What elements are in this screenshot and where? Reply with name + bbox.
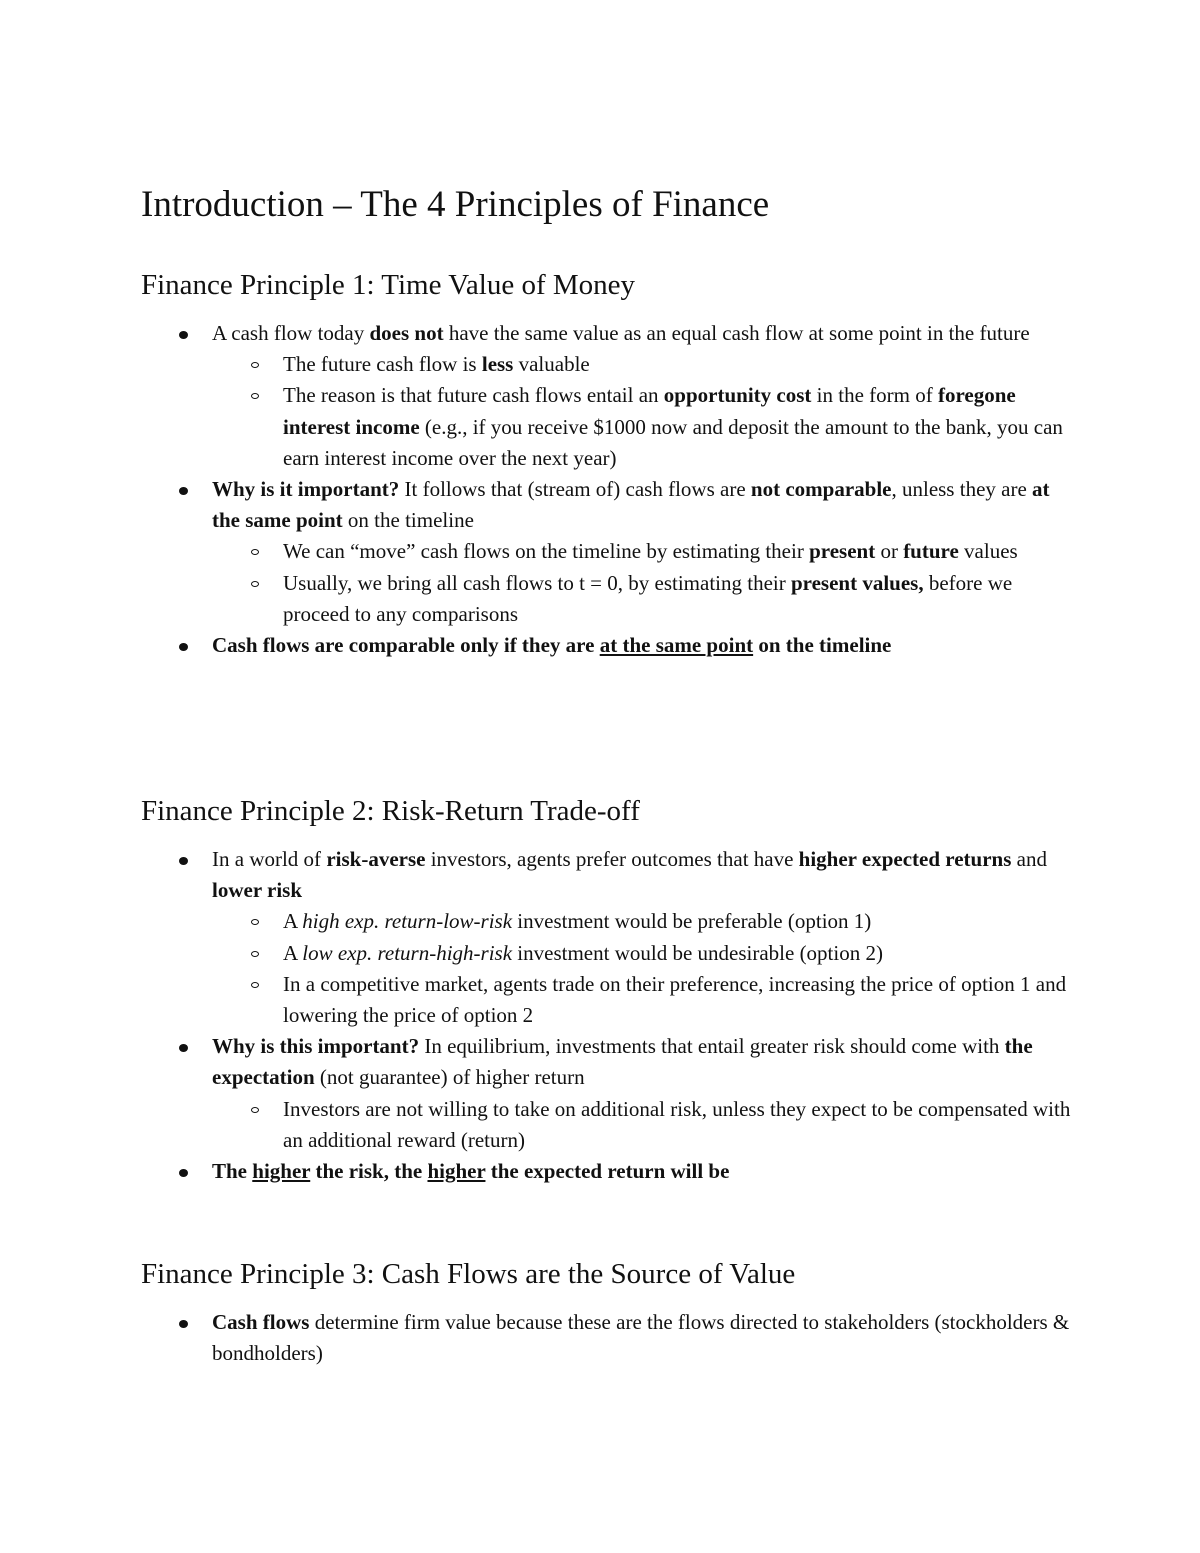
text-run: Investors are not willing to take on additional risk, unless they expect to be compensated with an additional reward (return) bbox=[283, 1096, 1071, 1152]
bold-text: on the timeline bbox=[753, 633, 892, 658]
italic-text: low exp. return-high-risk bbox=[302, 940, 513, 965]
bold-text: Why is this important? bbox=[212, 1034, 420, 1059]
bold-text: Cash flows bbox=[212, 1310, 310, 1334]
bullet-list bbox=[141, 1307, 1071, 1369]
list-item bbox=[141, 1307, 1071, 1369]
bold-text: higher expected returns bbox=[798, 847, 1012, 871]
italic-text: high exp. return-low-risk bbox=[302, 909, 513, 934]
sub-bullet-list bbox=[212, 906, 1071, 1031]
bold-text: Why is it important? bbox=[212, 477, 400, 502]
text-run: valuable bbox=[513, 352, 590, 377]
sub-list-item bbox=[212, 906, 1071, 937]
sub-list-item bbox=[212, 349, 1071, 380]
bold-text: the expected return will be bbox=[485, 1159, 730, 1184]
text-run: have the same value as an equal cash flow at some point in the future bbox=[443, 321, 1030, 345]
sub-list-item bbox=[212, 568, 1071, 630]
list-item bbox=[141, 630, 1071, 661]
list-item bbox=[141, 1156, 1071, 1187]
text-run: In a world of bbox=[212, 847, 327, 871]
text-run: values bbox=[958, 539, 1018, 564]
text-run: In a competitive market, agents trade on their preference, increasing the price of option 1 and lowering the price of option 2 bbox=[283, 971, 1067, 1028]
text-run: The future cash flow is bbox=[283, 352, 482, 377]
bullet-list bbox=[141, 844, 1071, 1187]
section-heading: Finance Principle 1: Time Value of Money bbox=[141, 269, 636, 301]
text-run: on the timeline bbox=[342, 508, 474, 533]
bullet-list bbox=[141, 318, 1071, 661]
filled-bullet-icon bbox=[179, 487, 188, 495]
hollow-bullet-icon bbox=[251, 982, 259, 988]
underlined-bold-text: at the same point bbox=[599, 633, 754, 658]
hollow-bullet-icon bbox=[251, 919, 259, 925]
filled-bullet-icon bbox=[179, 1044, 188, 1052]
bold-text: does not bbox=[369, 321, 444, 345]
sub-bullet-list bbox=[212, 1094, 1071, 1156]
text-run: in the form of bbox=[811, 383, 938, 408]
hollow-bullet-icon bbox=[251, 951, 259, 957]
text-run: A bbox=[283, 940, 303, 965]
sub-list-item bbox=[212, 1094, 1071, 1156]
filled-bullet-icon bbox=[179, 1320, 188, 1328]
section-principle-2 bbox=[141, 792, 1071, 1187]
filled-bullet-icon bbox=[179, 331, 188, 339]
bold-text: less bbox=[481, 352, 514, 377]
bold-text: not comparable bbox=[750, 477, 892, 502]
text-run: investment would be undesirable (option 2) bbox=[512, 940, 883, 965]
text-run: The reason is that future cash flows entail an bbox=[283, 383, 664, 408]
underlined-bold-text: higher bbox=[252, 1159, 311, 1184]
section-principle-3 bbox=[141, 1255, 1071, 1369]
text-run: (not guarantee) of higher return bbox=[314, 1065, 585, 1090]
section-heading: Finance Principle 3: Cash Flows are the Source of Value bbox=[141, 1258, 796, 1290]
list-item bbox=[141, 1031, 1071, 1156]
text-run: It follows that (stream of) cash flows are bbox=[399, 477, 751, 502]
filled-bullet-icon bbox=[179, 857, 188, 865]
bold-text: present values, bbox=[790, 570, 924, 595]
bold-text: future bbox=[903, 539, 959, 564]
text-run: , unless they are bbox=[891, 477, 1033, 502]
sub-bullet-list bbox=[212, 536, 1071, 630]
hollow-bullet-icon bbox=[251, 362, 259, 368]
bold-text: foregone interest income bbox=[283, 383, 1016, 439]
hollow-bullet-icon bbox=[251, 549, 259, 555]
section-principle-1 bbox=[141, 266, 1071, 661]
filled-bullet-icon bbox=[179, 1169, 188, 1177]
text-run: Usually, we bring all cash flows to t = 0, by estimating their bbox=[283, 570, 791, 595]
sub-list-item bbox=[212, 969, 1071, 1031]
bold-text: the expectation bbox=[212, 1034, 1033, 1090]
bold-text: at the same point bbox=[212, 477, 1050, 533]
bold-text: present bbox=[809, 539, 876, 564]
text-run: before we proceed to any comparisons bbox=[283, 570, 1013, 626]
bold-text: lower risk bbox=[212, 878, 303, 903]
bold-text: risk-averse bbox=[326, 847, 426, 871]
text-run: and bbox=[1011, 847, 1047, 871]
text-run: or bbox=[875, 539, 904, 564]
sub-list-item bbox=[212, 938, 1071, 969]
page-title: Introduction – The 4 Principles of Finance bbox=[141, 184, 770, 225]
bold-text: the risk, the bbox=[310, 1159, 428, 1184]
hollow-bullet-icon bbox=[251, 393, 259, 399]
text-run: A bbox=[283, 909, 303, 934]
sub-list-item bbox=[212, 536, 1071, 567]
text-run: A cash flow today bbox=[212, 321, 370, 345]
section-heading: Finance Principle 2: Risk-Return Trade-off bbox=[141, 795, 640, 827]
text-run: We can “move” cash flows on the timeline by estimating their bbox=[283, 539, 810, 564]
text-run: determine firm value because these are the flows directed to stakeholders (stockholders & bondholders) bbox=[212, 1310, 1070, 1366]
list-item bbox=[141, 844, 1071, 1031]
hollow-bullet-icon bbox=[251, 1107, 259, 1113]
list-item bbox=[141, 318, 1071, 474]
bold-text: opportunity cost bbox=[663, 383, 812, 408]
bold-text: Cash flows are comparable only if they are bbox=[212, 633, 600, 658]
text-run: investment would be preferable (option 1) bbox=[512, 909, 872, 934]
text-run: (e.g., if you receive $1000 now and deposit the amount to the bank, you can earn interest income over the next year) bbox=[283, 414, 1063, 470]
sub-list-item bbox=[212, 380, 1071, 474]
bold-text: The bbox=[212, 1159, 253, 1184]
text-run: In equilibrium, investments that entail greater risk should come with bbox=[419, 1034, 1005, 1059]
hollow-bullet-icon bbox=[251, 581, 259, 587]
list-item bbox=[141, 474, 1071, 630]
filled-bullet-icon bbox=[179, 643, 188, 651]
sub-bullet-list bbox=[212, 349, 1071, 474]
text-run: investors, agents prefer outcomes that have bbox=[425, 847, 799, 871]
underlined-bold-text: higher bbox=[427, 1159, 486, 1184]
